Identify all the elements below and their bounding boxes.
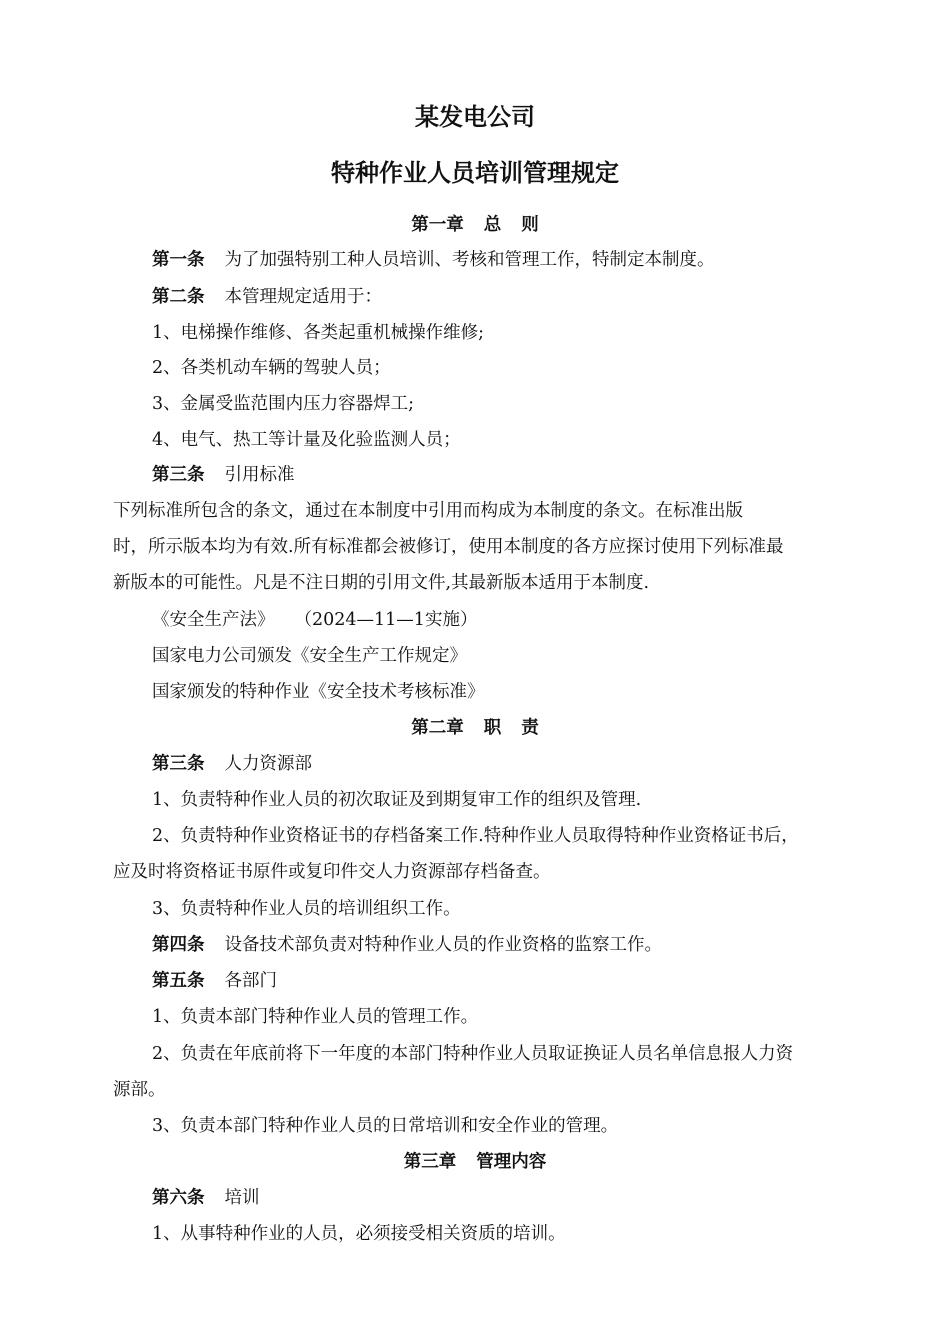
scope-item: 3、金属受监范围内压力容器焊工; (152, 394, 415, 414)
hr-item: 3、负责特种作业人员的培训组织工作。 (152, 899, 461, 919)
article-label: 第五条 (152, 971, 205, 991)
chapter-title-part: 则 (521, 215, 539, 235)
article-5 (152, 967, 277, 992)
chapter-3-heading (0, 1148, 950, 1173)
chapter-2-heading (0, 714, 950, 739)
article-label: 第六条 (152, 1188, 205, 1208)
dept-item-continued: 源部。 (113, 1080, 166, 1100)
document-title: 特种作业人员培训管理规定 (331, 159, 619, 187)
article-text: 为了加强特别工种人员培训、考核和管理工作，特制定本制度。 (224, 250, 715, 270)
chapter-title-part: 责 (521, 718, 539, 738)
hr-item: 1、负责特种作业人员的初次取证及到期复审工作的组织及管理. (152, 790, 642, 810)
training-item: 1、从事特种作业的人员，必须接受相关资质的培训。 (152, 1224, 566, 1244)
article-text: 培训 (224, 1188, 260, 1208)
company-name: 某发电公司 (415, 103, 535, 131)
chapter-title-part: 总 (483, 215, 502, 235)
paragraph-line: 下列标准所包含的条文，通过在本制度中引用而构成为本制度的条文。在标准出版 (113, 501, 743, 521)
article-text: 设备技术部负责对特种作业人员的作业资格的监察工作。 (224, 935, 662, 955)
chapter-number: 第三章 (403, 1152, 457, 1172)
article-4 (152, 931, 662, 956)
paragraph-line: 时，所示版本均为有效.所有标准都会被修订，使用本制度的各方应探讨使用下列标准最 (113, 537, 784, 557)
scope-item: 4、电气、热工等计量及化验监测人员； (152, 430, 461, 450)
article-text: 本管理规定适用于： (224, 287, 382, 307)
hr-item-continued: 应及时将资格证书原件或复印件交人力资源部存档备查。 (113, 862, 551, 882)
chapter-number: 第一章 (411, 215, 464, 235)
article-1 (152, 246, 715, 271)
hr-item: 2、负责特种作业资格证书的存档备案工作.特种作业人员取得特种作业资格证书后， (152, 826, 799, 846)
scope-item: 1、电梯操作维修、各类起重机械操作维修; (152, 323, 485, 343)
chapter-title-part: 管理内容 (476, 1152, 547, 1172)
article-label: 第一条 (152, 250, 205, 270)
article-6 (152, 1184, 260, 1209)
article-text: 引用标准 (224, 465, 295, 485)
article-label: 第三条 (152, 465, 205, 485)
reference-name: 《安全生产法》 (152, 610, 275, 630)
article-label: 第四条 (152, 935, 205, 955)
article-3-standards (152, 461, 295, 486)
chapter-1-heading (0, 211, 950, 236)
chapter-number: 第二章 (411, 718, 464, 738)
article-label: 第二条 (152, 287, 205, 307)
dept-item: 3、负责本部门特种作业人员的日常培训和安全作业的管理。 (152, 1116, 619, 1136)
scope-item: 2、各类机动车辆的驾驶人员； (152, 358, 391, 378)
paragraph-line: 新版本的可能性。凡是不注日期的引用文件,其最新版本适用于本制度. (113, 573, 650, 593)
article-2 (152, 283, 382, 308)
reference-note: （2024—11—1实施） (294, 610, 478, 630)
article-text: 各部门 (224, 971, 277, 991)
reference-line: 国家电力公司颁发《安全生产工作规定》 (152, 646, 467, 666)
chapter-title-part: 职 (483, 718, 502, 738)
dept-item: 1、负责本部门特种作业人员的管理工作。 (152, 1007, 479, 1027)
dept-item: 2、负责在年底前将下一年度的本部门特种作业人员取证换证人员名单信息报人力资 (152, 1044, 794, 1064)
reference-line (152, 606, 477, 631)
article-label: 第三条 (152, 754, 205, 774)
article-text: 人力资源部 (224, 754, 312, 774)
reference-line: 国家颁发的特种作业《安全技术考核标准》 (152, 682, 485, 702)
article-3-hr (152, 750, 312, 775)
